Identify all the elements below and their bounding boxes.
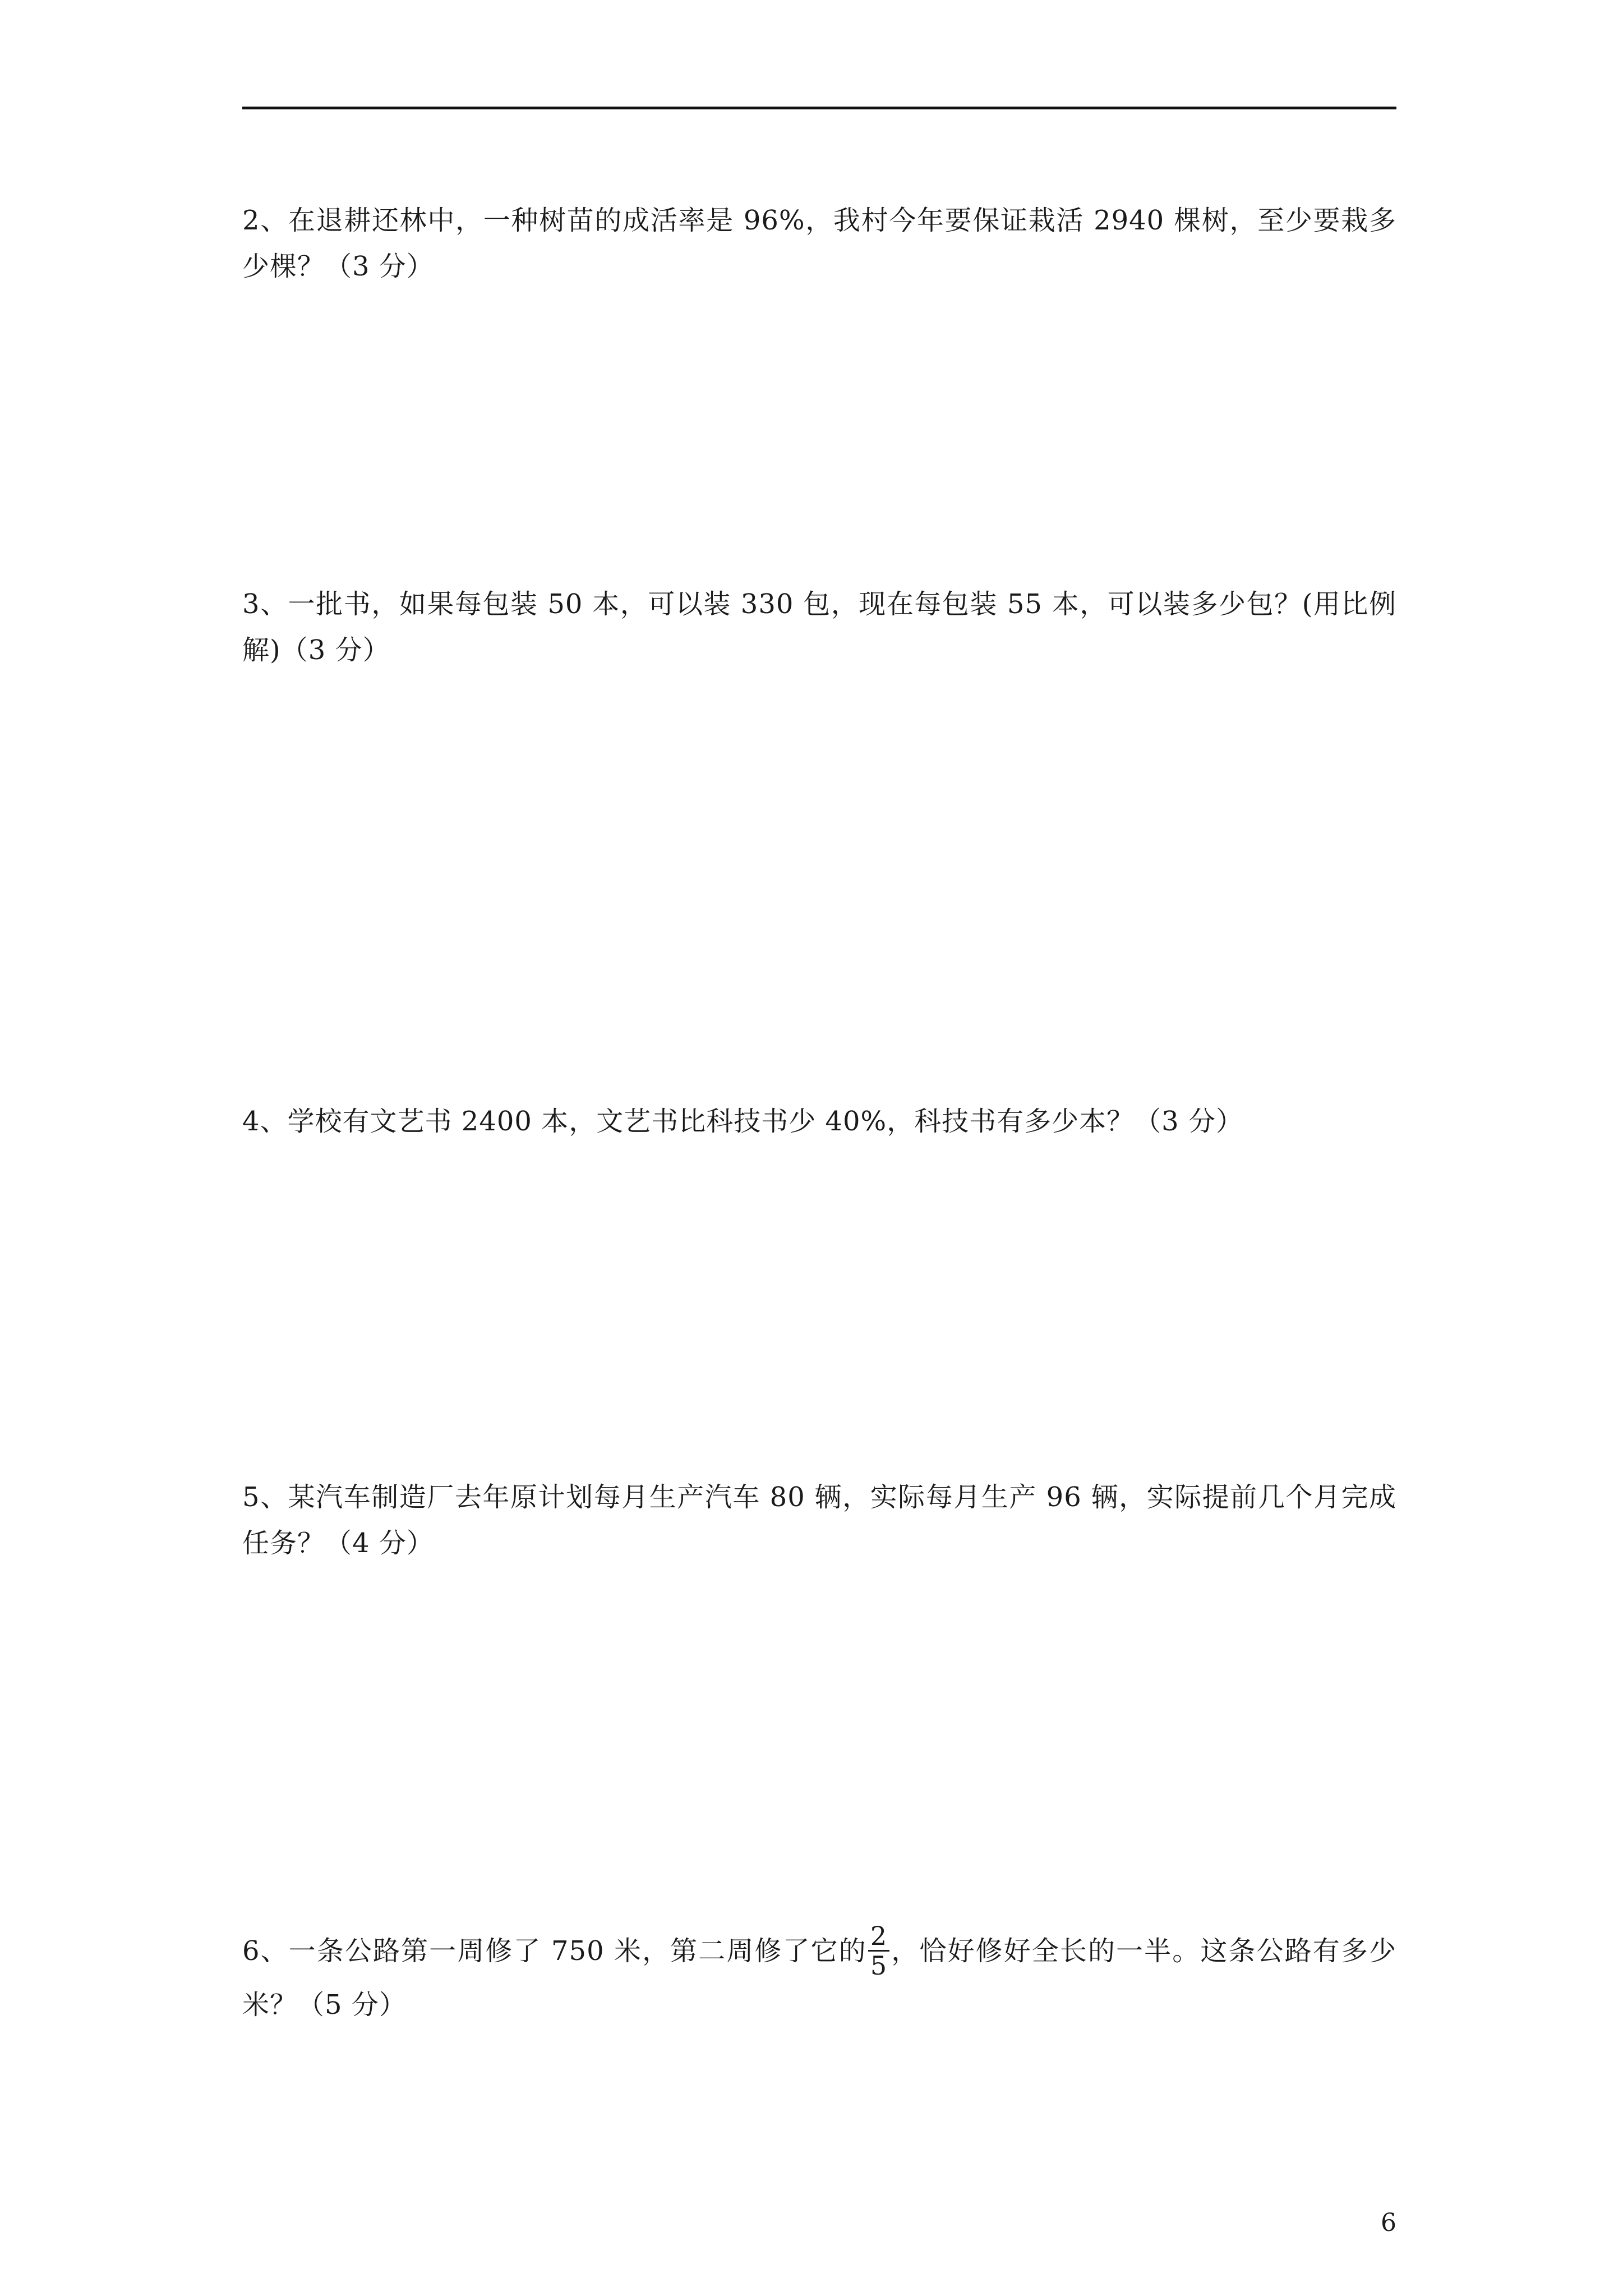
question-3: 3、一批书，如果每包装 50 本，可以装 330 包，现在每包装 55 本，可以装多少包？(用比例解)（3 分） [242, 588, 1396, 666]
fraction-denominator: 5 [870, 1950, 888, 1981]
fraction-numerator: 2 [868, 1922, 889, 1952]
page-number: 6 [1381, 2208, 1396, 2237]
question-4: 4、学校有文艺书 2400 本，文艺书比科技书少 40%，科技书有多少本？（3 分） [242, 1106, 1243, 1137]
question-6 [242, 1921, 1396, 2028]
header-rule [242, 107, 1396, 109]
question-6-text-before: 6、一条公路第一周修了 750 米，第二周修了它的 [242, 1935, 867, 1967]
fraction [868, 1922, 889, 1980]
question-6-text-after: ，恰好修好全长的一半。这条公路有多少米？（5 分） [242, 1935, 1396, 2021]
question-2: 2、在退耕还林中，一种树苗的成活率是 96%，我村今年要保证栽活 2940 棵树，至少要栽多少棵？（3 分） [242, 205, 1396, 282]
question-5: 5、某汽车制造厂去年原计划每月生产汽车 80 辆，实际每月生产 96 辆，实际提前几个月完成任务？（4 分） [242, 1481, 1396, 1559]
